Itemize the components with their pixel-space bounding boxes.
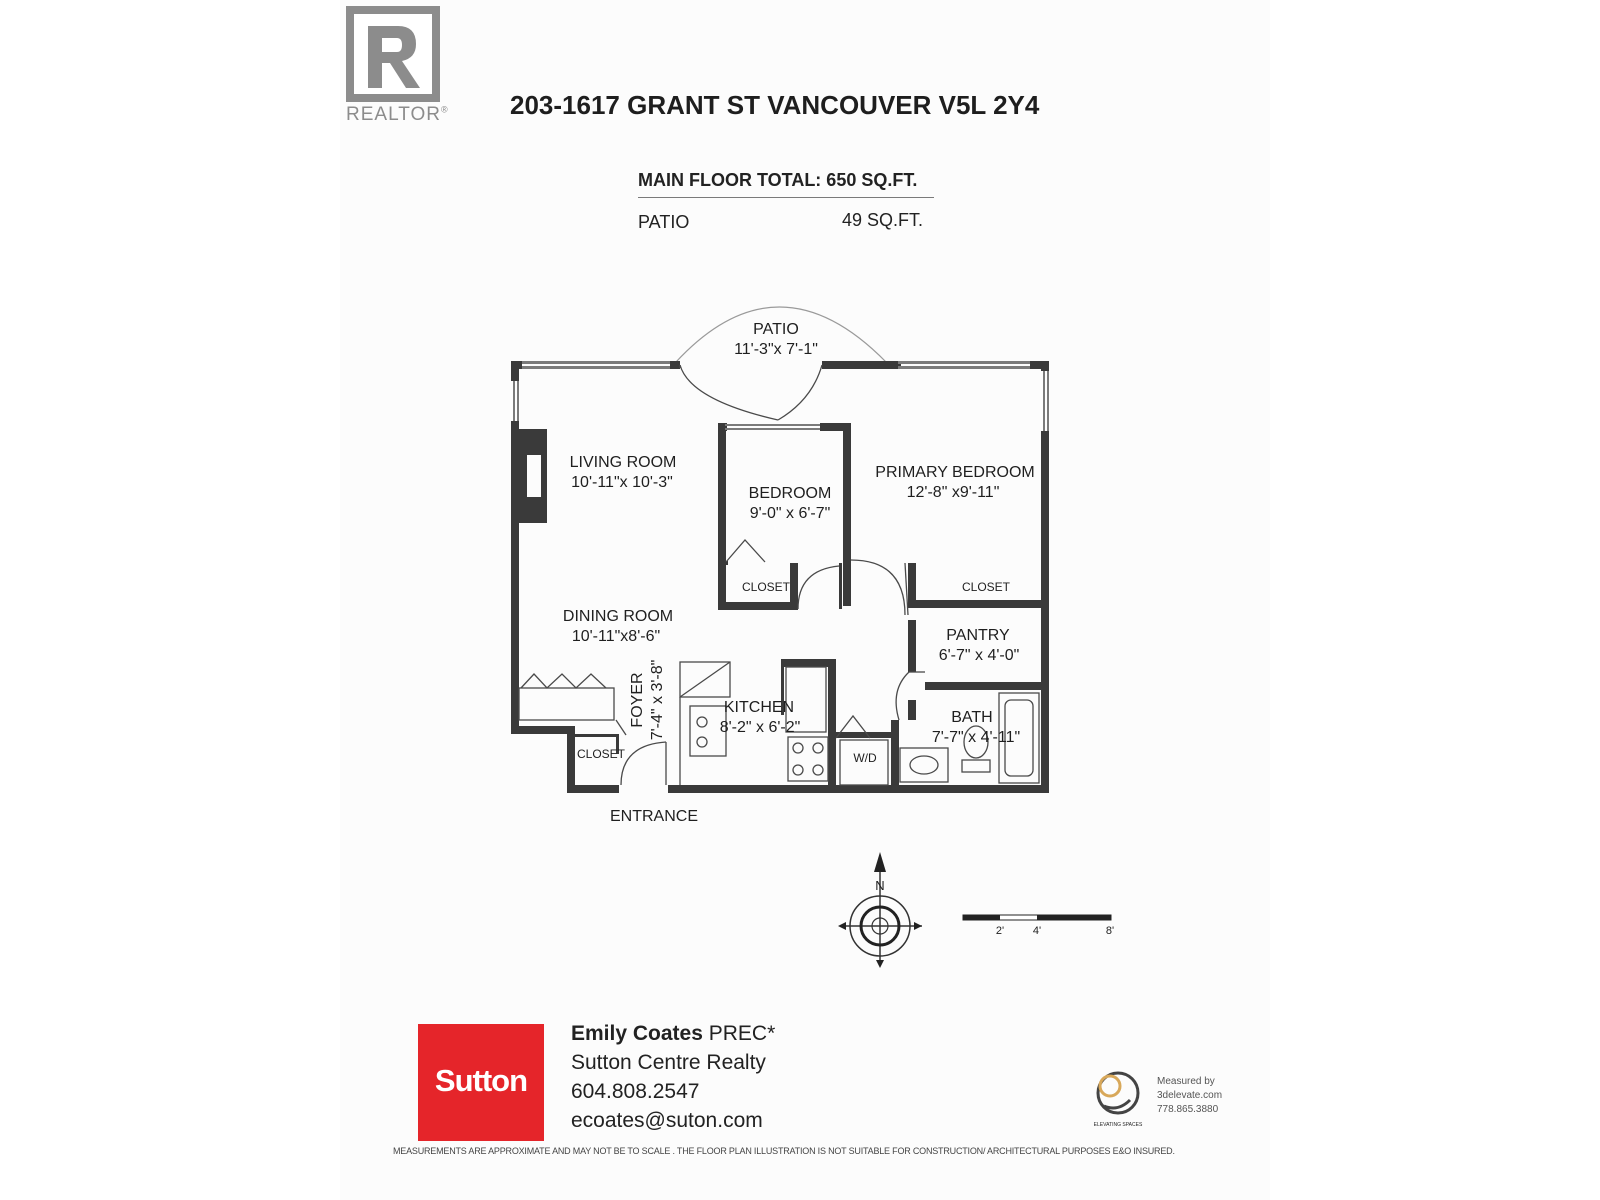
listing-address: 203-1617 GRANT ST VANCOUVER V5L 2Y4 — [510, 90, 1040, 120]
agent-email[interactable]: ecoates@suton.com — [571, 1109, 763, 1132]
patio-area-value: 49 SQ.FT. — [842, 210, 924, 230]
entrance-label: ENTRANCE — [609, 808, 699, 825]
primary-bedroom-label: PRIMARY BEDROOM — [875, 464, 1035, 481]
dining-room-dims: 10'-11"x8'-6" — [571, 628, 661, 645]
kitchen-dims: 8'-2" x 6'-2" — [719, 719, 801, 736]
bedroom-dims: 9'-0" x 6'-7" — [749, 505, 831, 522]
compass-icon — [838, 852, 922, 968]
bath-dims: 7'-7" x 4'-11" — [931, 729, 1021, 746]
scale-bar — [963, 915, 1114, 937]
washer-dryer-label: W/D — [853, 751, 877, 765]
agent-phone[interactable]: 604.808.2547 — [571, 1080, 700, 1103]
primary-bedroom-dims: 12'-8" x9'-11" — [906, 484, 1000, 501]
measurer-website[interactable]: 3delevate.com — [1157, 1090, 1223, 1101]
pantry-dims: 6'-7" x 4'-0" — [938, 647, 1020, 664]
bedroom-closet-label: CLOSET — [741, 580, 791, 594]
kitchen-label: KITCHEN — [723, 699, 795, 716]
bedroom-label: BEDROOM — [748, 485, 832, 502]
disclaimer-text: MEASUREMENTS ARE APPROXIMATE AND MAY NOT BE TO SCALE . THE FLOOR PLAN ILLUSTRATION IS NOT SUITABLE FOR CONSTRUCTION/ ARCHITECTURAL PURPOSES E&O INSURED. — [393, 1146, 1175, 1156]
elevate-logo-icon — [1094, 1073, 1143, 1128]
sutton-logo-text: Sutton — [434, 1063, 528, 1098]
main-floor-total: MAIN FLOOR TOTAL: 650 SQ.FT. — [638, 170, 918, 190]
primary-closet-label: CLOSET — [961, 580, 1011, 594]
foyer-dims: 7'-4" x 3'-8" — [649, 659, 666, 741]
elevate-tagline: ELEVATING SPACES — [1093, 1122, 1143, 1128]
measurer-phone: 778.865.3880 — [1157, 1104, 1219, 1115]
pantry-label: PANTRY — [946, 627, 1010, 644]
realtor-logo-text: REALTOR® — [346, 104, 449, 125]
patio-area-label: PATIO — [638, 212, 690, 232]
living-room-dims: 10'-11"x 10'-3" — [571, 474, 673, 491]
patio-dims: 11'-3"x 7'-1" — [734, 341, 818, 358]
entry-closet-label: CLOSET — [576, 747, 626, 761]
bath-label: BATH — [951, 709, 993, 726]
dining-room-label: DINING ROOM — [562, 608, 674, 625]
scale-label-4: 4' — [1032, 925, 1042, 937]
patio-label: PATIO — [753, 321, 799, 338]
north-label: N — [875, 878, 885, 893]
agent-company: Sutton Centre Realty — [571, 1051, 766, 1074]
foyer-label: FOYER — [629, 672, 646, 728]
scale-label-8: 8' — [1105, 925, 1115, 937]
agent-name: Emily Coates PREC* — [571, 1022, 776, 1045]
measured-by-label: Measured by — [1157, 1076, 1215, 1087]
living-room-label: LIVING ROOM — [569, 454, 677, 471]
scale-label-2: 2' — [995, 925, 1005, 937]
